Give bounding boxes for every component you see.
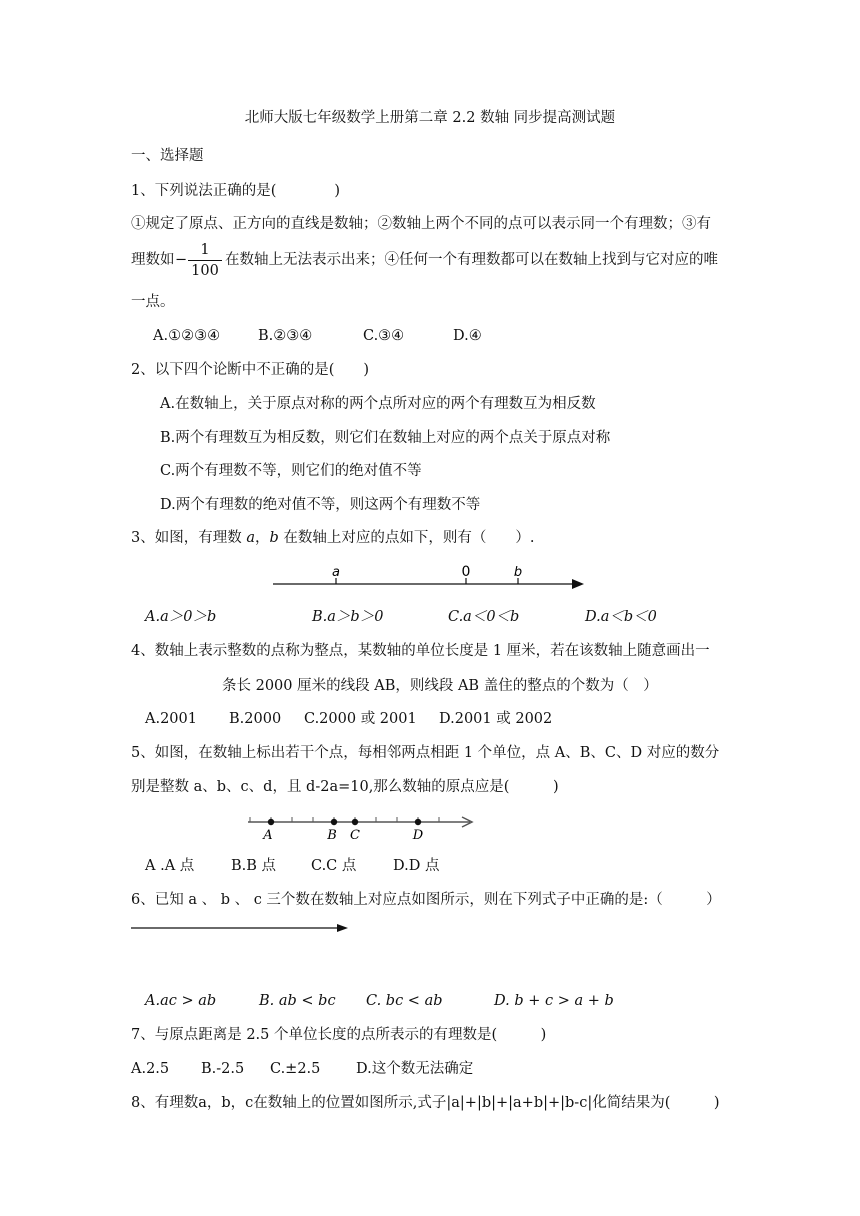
q3-label-0: 0 xyxy=(461,564,471,580)
q7-stem: 7、与原点距离是 2.5 个单位长度的点所表示的有理数是( ) xyxy=(131,1027,547,1043)
q1-minus-sign: − xyxy=(175,252,188,268)
q5-label-a: A xyxy=(263,828,273,843)
q5-option-d: D.D 点 xyxy=(393,858,440,874)
q3-label-a: a xyxy=(332,565,340,580)
q2-option-a: A.在数轴上，关于原点对称的两个点所对应的两个有理数互为相反数 xyxy=(160,396,596,412)
q5-line1: 5、如图，在数轴上标出若干个点，每相邻两点相距 1 个单位，点 A、B、C、D 对应的数分 xyxy=(131,745,720,761)
q3-sep: ， xyxy=(255,530,270,546)
q6-option-a: A.ac > ab xyxy=(145,993,217,1009)
q3-option-c: C.a＜0＜b xyxy=(448,609,520,625)
q4-option-d: D.2001 或 2002 xyxy=(439,711,553,727)
q1-line2-pre: 理数如 xyxy=(131,252,175,268)
q5-label-c: C xyxy=(350,828,360,843)
q3-option-b: B.a＞b＞0 xyxy=(312,609,384,625)
q2-stem: 2、以下四个论断中不正确的是( ) xyxy=(131,362,370,378)
q5-line2: 别是整数 a、b、c、d，且 d-2a=10,那么数轴的原点应是( ) xyxy=(131,779,559,795)
q5-number-line xyxy=(248,817,472,843)
q5-point-a xyxy=(268,819,274,825)
fraction-denominator: 100 xyxy=(191,263,219,279)
q4-line2: 条长 2000 厘米的线段 AB，则线段 AB 盖住的整点的个数为（ ） xyxy=(222,678,658,694)
q5-label-d: D xyxy=(412,828,424,843)
q1-option-b: B.②③④ xyxy=(258,328,313,344)
q4-line1: 4、数轴上表示整数的点称为整点，某数轴的单位长度是 1 厘米，若在该数轴上随意画出一 xyxy=(131,643,710,659)
q3-number-line xyxy=(273,564,584,589)
q6-option-c: C. bc < ab xyxy=(366,993,443,1009)
q7-option-a: A.2.5 xyxy=(131,1061,170,1077)
q7-option-d: D.这个数无法确定 xyxy=(356,1061,474,1077)
q5-point-b xyxy=(331,819,337,825)
q2-option-d: D.两个有理数的绝对值不等，则这两个有理数不等 xyxy=(160,497,481,513)
q6-number-line xyxy=(131,924,348,932)
q1-option-c: C.③④ xyxy=(363,328,405,344)
q8-stem: 8、有理数a，b，c在数轴上的位置如图所示,式子|a|+|b|+|a+b|+|b-c|化简结果为( ) xyxy=(131,1095,720,1111)
q7-option-c: C.±2.5 xyxy=(270,1061,321,1077)
q5-option-a: A .A 点 xyxy=(145,858,195,874)
q3-option-a: A.a＞0＞b xyxy=(145,609,217,625)
q3-label-b: b xyxy=(513,565,523,580)
q4-option-c: C.2000 或 2001 xyxy=(304,711,417,727)
fraction-numerator: 1 xyxy=(200,242,210,258)
q1-line3: 一点。 xyxy=(131,294,175,310)
q3-axis-arrow-icon xyxy=(572,579,584,589)
q4-option-b: B.2000 xyxy=(229,711,282,727)
q1-option-a: A.①②③④ xyxy=(153,328,221,344)
q7-option-b: B.-2.5 xyxy=(201,1061,245,1077)
q5-point-c xyxy=(352,819,358,825)
q4-option-a: A.2001 xyxy=(145,711,197,727)
q1-line1: ①规定了原点、正方向的直线是数轴；②数轴上两个不同的点可以表示同一个有理数；③有 xyxy=(131,216,711,232)
q5-option-b: B.B 点 xyxy=(231,858,277,874)
q3-stem-b: 在数轴上对应的点如下，则有（ ）. xyxy=(278,530,535,546)
q1-stem: 1、下列说法正确的是( ) xyxy=(131,183,341,199)
q3-stem-a: 3、如图，有理数 xyxy=(131,530,247,546)
q3-var-b: b xyxy=(269,530,279,546)
page-title: 北师大版七年级数学上册第二章 2.2 数轴 同步提高测试题 xyxy=(244,110,616,126)
q3-var-a: a xyxy=(246,530,255,546)
q6-option-d: D. b + c > a + b xyxy=(494,993,614,1009)
q2-option-b: B.两个有理数互为相反数，则它们在数轴上对应的两个点关于原点对称 xyxy=(160,430,611,446)
q5-point-d xyxy=(415,819,421,825)
q6-axis-arrow-icon xyxy=(337,924,348,932)
q5-label-b: B xyxy=(327,828,337,843)
q6-stem: 6、已知 a 、 b 、 c 三个数在数轴上对应点如图所示，则在下列式子中正确的是:（ ） xyxy=(131,892,721,908)
q3-option-d: D.a＜b＜0 xyxy=(585,609,657,625)
q5-option-c: C.C 点 xyxy=(311,858,357,874)
q6-option-b: B. ab < bc xyxy=(259,993,336,1009)
section-heading: 一、选择题 xyxy=(131,148,204,164)
q1-line2-post: 在数轴上无法表示出来；④任何一个有理数都可以在数轴上找到与它对应的唯 xyxy=(225,252,718,268)
q1-option-d: D.④ xyxy=(453,328,482,344)
q2-option-c: C.两个有理数不等，则它们的绝对值不等 xyxy=(160,463,422,479)
